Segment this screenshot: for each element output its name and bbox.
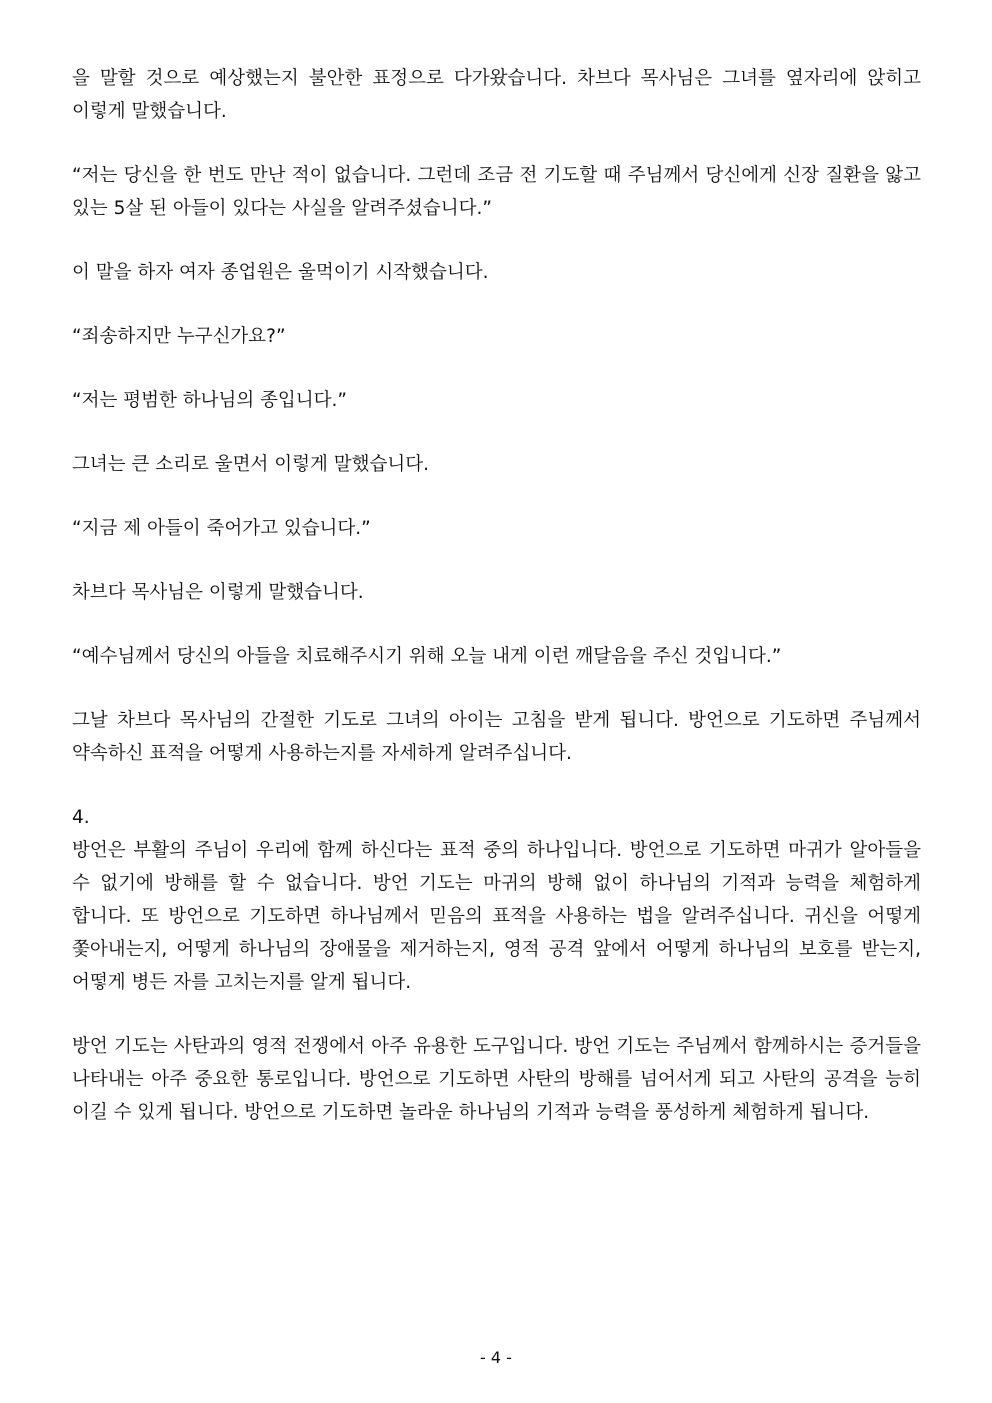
- section-number: 4.: [72, 807, 90, 828]
- paragraph: “지금 제 아들이 죽어가고 있습니다.”: [72, 518, 371, 539]
- paragraph: “예수님께서 당신의 아들을 치료해주시기 위해 오늘 내게 이런 깨달음을 주신 것입니다.”: [72, 646, 782, 667]
- section-paragraph: 방언 기도는 사탄과의 영적 전쟁에서 아주 유용한 도구입니다. 방언 기도는 주님께서 함께하시는 증거들을 나타내는 아주 중요한 통로입니다. 방언으로 기도하면 사탄의 방해를 넘어서게 되고 사탄의 공격을 능히 이길 수 있게 됩니다. 방언으로 기도하면 놀라운 하나님의 기적과 능력을 풍성하게 체험하게 됩니다.: [72, 1036, 921, 1123]
- paragraph: “저는 평범한 하나님의 종입니다.”: [72, 390, 348, 411]
- page-number: - 4 -: [480, 1348, 512, 1367]
- paragraph: 을 말할 것으로 예상했는지 불안한 표정으로 다가왔습니다. 차브다 목사님은 그녀를 옆자리에 앉히고 이렇게 말했습니다.: [72, 68, 921, 122]
- paragraph: 그날 차브다 목사님의 간절한 기도로 그녀의 아이는 고침을 받게 됩니다. 방언으로 기도하면 주님께서 약속하신 표적을 어떻게 사용하는지를 자세하게 알려주십니다.: [72, 710, 921, 764]
- paragraph: “저는 당신을 한 번도 만난 적이 없습니다. 그런데 조금 전 기도할 때 주님께서 당신에게 신장 질환을 앓고 있는 5살 된 아들이 있다는 사실을 알려주셨습니다.”: [72, 165, 921, 219]
- document-body: [72, 62, 921, 1160]
- paragraph: 그녀는 큰 소리로 울면서 이렇게 말했습니다.: [72, 454, 429, 475]
- paragraph: “죄송하지만 누구신가요?”: [72, 326, 286, 347]
- section-paragraph: 방언은 부활의 주님이 우리에 함께 하신다는 표적 중의 하나입니다. 방언으로 기도하면 마귀가 알아들을 수 없기에 방해를 할 수 없습니다. 방언 기도는 마귀의 방해 없이 하나님의 기적과 능력을 체험하게 합니다. 또 방언으로 기도하면 하나님께서 믿음의 표적을 사용하는 법을 알려주십니다. 귀신을 어떻게 쫓아내는지, 어떻게 하나님의 장애물을 제거하는지, 영적 공격 앞에서 어떻게 하나님의 보호를 받는지, 어떻게 병든 자를 고치는지를 알게 됩니다.: [72, 840, 921, 993]
- paragraph: 차브다 목사님은 이렇게 말했습니다.: [72, 582, 364, 603]
- paragraph: 이 말을 하자 여자 종업원은 울먹이기 시작했습니다.: [72, 262, 489, 283]
